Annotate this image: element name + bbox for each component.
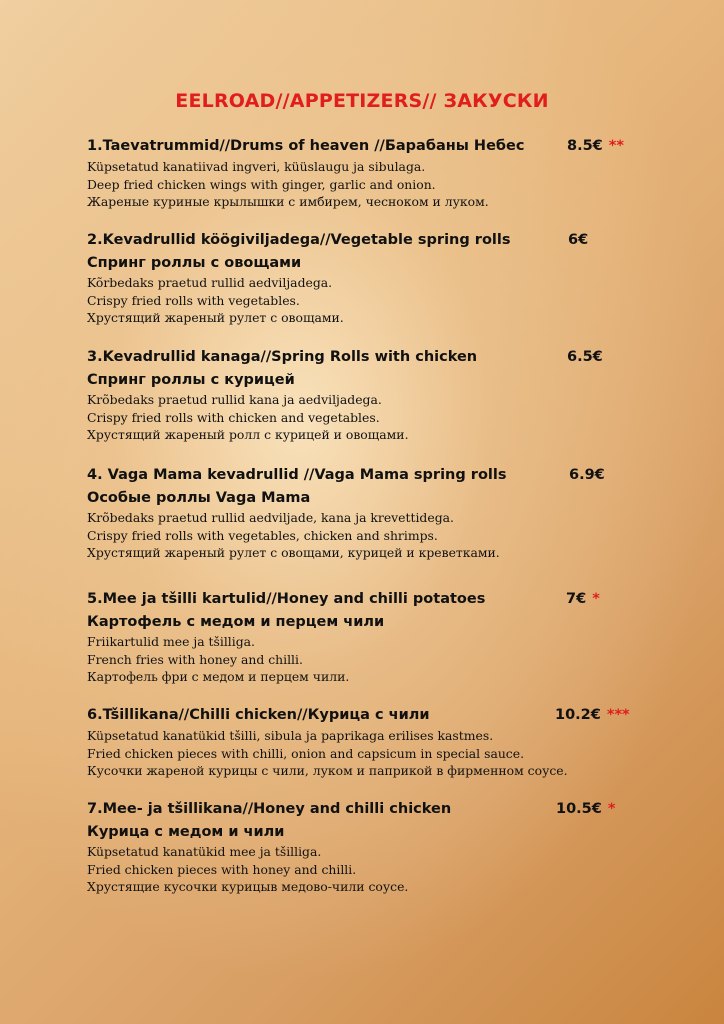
menu-item-6 — [87, 707, 647, 780]
menu-item-heading — [87, 707, 647, 727]
menu-item-price-group — [568, 232, 588, 248]
menu-item-price: 7€ — [566, 591, 587, 607]
menu-item-desc-en: Crispy fried rolls with vegetables, chicken and shrimps. — [87, 527, 438, 543]
menu-item-heading — [87, 232, 647, 252]
menu-item-name: 7.Mee- ja tšillikana//Honey and chilli chicken — [87, 801, 452, 817]
menu-item-heading — [87, 349, 647, 369]
menu-item-1 — [87, 138, 647, 211]
menu-item-name: 5.Mee ja tšilli kartulid//Honey and chilli potatoes — [87, 591, 486, 607]
menu-item-price-group — [567, 349, 603, 365]
menu-item-heading — [87, 591, 647, 611]
menu-item-desc-ru: Хрустящий жареный рулет с овощами, курицей и креветками. — [87, 545, 500, 560]
menu-item-desc-en: French fries with honey and chilli. — [87, 651, 303, 667]
menu-item-4 — [87, 467, 647, 562]
menu-item-desc-et: Kõrbedaks praetud rullid aedviljadega. — [87, 275, 333, 290]
menu-title: EELROAD//APPETIZERS// ЗАКУСКИ — [175, 90, 549, 112]
spice-stars: * — [607, 801, 616, 817]
menu-item-desc-en: Fried chicken pieces with chilli, onion and capsicum in special sauce. — [87, 745, 525, 761]
menu-item-desc-ru: Кусочки жареной курицы с чили, луком и паприкой в фирменном соусе. — [87, 763, 568, 778]
menu-item-desc-en: Crispy fried rolls with chicken and vegetables. — [87, 409, 380, 425]
menu-item-7 — [87, 801, 647, 896]
menu-item-name: 6.Tšillikana//Chilli chicken//Курица с чили — [87, 707, 430, 723]
menu-item-desc-ru: Хрустящие кусочки курицыв медово-чили соусе. — [87, 879, 409, 894]
menu-item-heading — [87, 138, 647, 158]
menu-item-price: 8.5€ — [567, 138, 603, 154]
menu-item-heading — [87, 467, 647, 487]
menu-item-desc-en: Crispy fried rolls with vegetables. — [87, 292, 300, 308]
menu-item-desc-en: Fried chicken pieces with honey and chilli. — [87, 861, 357, 877]
menu-item-5 — [87, 591, 647, 686]
menu-item-desc-et: Krõbedaks praetud rullid kana ja aedviljadega. — [87, 392, 382, 407]
menu-item-price-group — [555, 707, 630, 723]
menu-item-name: 2.Kevadrullid köögiviljadega//Vegetable spring rolls — [87, 232, 511, 248]
menu-item-desc-ru: Жареные куриные крылышки с имбирем, чесноком и луком. — [87, 194, 489, 209]
menu-item-desc-et: Küpsetatud kanatükid mee ja tšilliga. — [87, 844, 322, 859]
spice-stars: *** — [606, 707, 630, 723]
menu-item-desc-et: Küpsetatud kanatiivad ingveri, küüslaugu ja sibulaga. — [87, 159, 426, 174]
menu-item-name: 1.Taevatrummid//Drums of heaven //Барабаны Небес — [87, 138, 525, 154]
menu-item-subname: Курица с медом и чили — [87, 824, 285, 840]
spice-stars: * — [592, 591, 600, 607]
menu-item-subname: Картофель с медом и перцем чили — [87, 614, 385, 630]
menu-item-desc-et: Krõbedaks praetud rullid aedviljade, kana ja krevettidega. — [87, 510, 454, 525]
menu-item-desc-et: Küpsetatud kanatükid tšilli, sibula ja paprikaga erilises kastmes. — [87, 728, 494, 743]
menu-item-price-group — [566, 591, 600, 607]
menu-item-name: 4. Vaga Mama kevadrullid //Vaga Mama spring rolls — [87, 467, 507, 483]
menu-item-desc-en: Deep fried chicken wings with ginger, garlic and onion. — [87, 176, 436, 192]
menu-item-price: 10.2€ — [555, 707, 601, 723]
menu-item-desc-ru: Хрустящий жареный ролл с курицей и овощами. — [87, 427, 409, 442]
menu-item-price: 6.5€ — [567, 349, 603, 365]
menu-item-price-group — [556, 801, 615, 817]
menu-item-desc-ru: Хрустящий жареный рулет с овощами. — [87, 310, 344, 325]
menu-item-name: 3.Kevadrullid kanaga//Spring Rolls with chicken — [87, 349, 478, 365]
menu-item-3 — [87, 349, 647, 444]
menu-item-price: 6.9€ — [569, 467, 605, 483]
menu-item-price-group — [569, 467, 605, 483]
menu-item-price: 6€ — [568, 232, 589, 248]
menu-item-price-group — [567, 138, 624, 154]
menu-item-2 — [87, 232, 647, 327]
menu-item-subname: Особые роллы Vaga Mama — [87, 490, 311, 506]
menu-item-price: 10.5€ — [556, 801, 602, 817]
menu-item-desc-et: Friikartulid mee ja tšilliga. — [87, 634, 255, 649]
menu-item-desc-ru: Картофель фри с медом и перцем чили. — [87, 669, 350, 684]
menu-item-heading — [87, 801, 647, 821]
spice-stars: ** — [608, 138, 624, 154]
menu-item-subname: Спринг роллы с курицей — [87, 372, 295, 388]
menu-item-subname: Спринг роллы с овощами — [87, 255, 302, 271]
